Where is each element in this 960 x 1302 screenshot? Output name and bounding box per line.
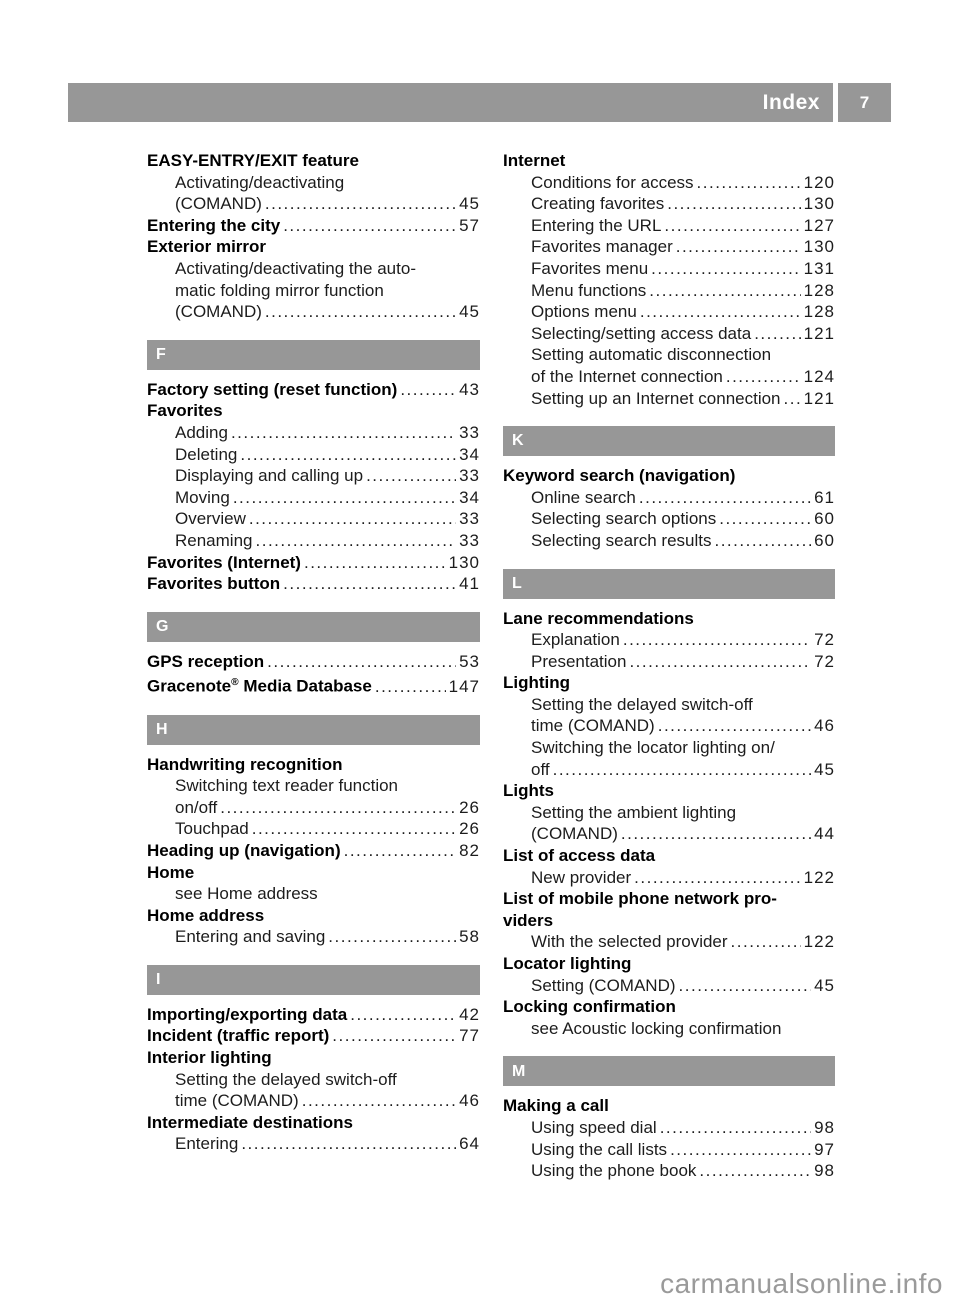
entry-page-number: 98 — [814, 1161, 835, 1181]
dot-leader — [265, 301, 456, 323]
index-entry — [147, 236, 480, 258]
index-entry — [503, 629, 835, 651]
entry-page-number: 42 — [459, 1004, 480, 1024]
index-entry — [147, 150, 480, 172]
index-entry — [147, 818, 480, 840]
entry-text: Home — [147, 862, 195, 882]
entry-text: Gracenote® Media Database — [147, 676, 372, 696]
dot-leader — [328, 926, 456, 948]
dot-leader — [302, 1090, 456, 1112]
entry-text: Setting the delayed switch-off — [531, 694, 753, 714]
entry-text: Renaming — [175, 530, 253, 550]
dot-leader — [241, 1133, 456, 1155]
entry-page-number: 53 — [459, 651, 480, 671]
index-entry — [503, 888, 835, 910]
entry-text: Interior lighting — [147, 1048, 272, 1068]
index-entry — [503, 301, 835, 323]
index-entry — [503, 845, 835, 867]
entry-page-number: 57 — [459, 215, 480, 235]
entry-text: Adding — [175, 422, 228, 442]
index-entry — [503, 366, 835, 388]
entry-text: Selecting search options — [531, 509, 717, 529]
index-entry — [503, 1095, 835, 1117]
page-number: 7 — [859, 92, 870, 112]
index-entry — [147, 905, 480, 927]
index-entry — [147, 1112, 480, 1134]
index-entry — [147, 573, 480, 595]
section-letter: G — [156, 617, 169, 635]
index-entry — [503, 737, 835, 759]
index-entry — [147, 651, 480, 673]
dot-leader — [658, 715, 811, 737]
entry-text: Favorites menu — [531, 258, 649, 278]
index-entry — [503, 759, 835, 781]
index-entry — [503, 193, 835, 215]
entry-page-number: 33 — [459, 509, 480, 529]
entry-text: Favorites button — [147, 574, 281, 594]
entry-text: Entering the URL — [531, 215, 662, 235]
dot-leader — [621, 823, 811, 845]
entry-page-number: 122 — [803, 867, 835, 887]
entry-text: Favorites (Internet) — [147, 552, 301, 572]
entry-text: Intermediate destinations — [147, 1112, 353, 1132]
index-entry — [503, 280, 835, 302]
index-entry — [147, 280, 480, 302]
index-entry — [147, 508, 480, 530]
index-entry — [147, 862, 480, 884]
index-entry — [147, 379, 480, 401]
index-entry — [147, 400, 480, 422]
index-entry — [503, 1139, 835, 1161]
entry-page-number: 45 — [459, 302, 480, 322]
dot-leader — [731, 931, 801, 953]
dot-leader — [629, 651, 811, 673]
dot-leader — [366, 465, 456, 487]
dot-leader — [553, 759, 811, 781]
dot-leader — [375, 676, 446, 698]
index-entry — [503, 1117, 835, 1139]
entry-page-number: 34 — [459, 444, 480, 464]
index-entry — [503, 323, 835, 345]
index-entry — [503, 823, 835, 845]
index-entry — [503, 258, 835, 280]
index-column-left — [147, 150, 480, 1155]
index-entry — [147, 1133, 480, 1155]
entry-text: GPS reception — [147, 651, 265, 671]
entry-page-number: 98 — [814, 1117, 835, 1137]
dot-leader — [265, 193, 456, 215]
entry-text: Switching the locator lighting on/ — [531, 738, 775, 758]
entry-text: Online search — [531, 487, 636, 507]
entry-page-number: 26 — [459, 797, 480, 817]
entry-text: Incident (traffic report) — [147, 1026, 330, 1046]
dot-leader — [252, 818, 456, 840]
entry-page-number: 77 — [459, 1026, 480, 1046]
index-entry — [503, 975, 835, 997]
entry-text: Entering and saving — [175, 927, 326, 947]
entry-text: Overview — [175, 509, 246, 529]
entry-text: (COMAND) — [531, 824, 618, 844]
entry-text: Entering — [175, 1134, 239, 1154]
entry-page-number: 72 — [814, 630, 835, 650]
index-entry — [503, 694, 835, 716]
entry-page-number: 44 — [814, 824, 835, 844]
entry-page-number: 33 — [459, 530, 480, 550]
entry-page-number: 64 — [459, 1134, 480, 1154]
entry-text: Using the call lists — [531, 1139, 668, 1159]
section-header-k — [503, 426, 835, 456]
index-entry — [147, 754, 480, 776]
section-header-m — [503, 1056, 835, 1086]
index-entry — [147, 1090, 480, 1112]
entry-text: Presentation — [531, 651, 627, 671]
entry-text: Moving — [175, 487, 230, 507]
dot-leader — [634, 867, 800, 889]
index-entry — [147, 1004, 480, 1026]
index-entry — [503, 931, 835, 953]
index-entry — [147, 1025, 480, 1047]
dot-leader — [240, 444, 456, 466]
index-entry — [147, 775, 480, 797]
section-header-g — [147, 612, 480, 642]
index-entry — [503, 608, 835, 630]
entry-text: Options menu — [531, 302, 637, 322]
entry-page-number: 130 — [448, 552, 480, 572]
entry-text: Activating/deactivating the auto- — [175, 258, 416, 278]
entry-text: Explanation — [531, 630, 620, 650]
entry-text: Locator lighting — [503, 954, 632, 973]
entry-text: Exterior mirror — [147, 237, 267, 257]
page-number-box — [838, 83, 891, 122]
index-entry — [147, 530, 480, 552]
index-entry — [503, 344, 835, 366]
index-entry — [147, 883, 480, 905]
index-entry — [147, 258, 480, 280]
index-entry — [503, 388, 835, 410]
dot-leader — [670, 1139, 811, 1161]
index-column-right — [503, 150, 835, 1182]
entry-page-number: 45 — [459, 194, 480, 214]
entry-page-number: 124 — [803, 366, 835, 386]
entry-text: of the Internet connection — [531, 366, 723, 386]
entry-text: see Acoustic locking confirmation — [531, 1018, 782, 1038]
entry-page-number: 60 — [814, 530, 835, 550]
dot-leader — [714, 530, 811, 552]
index-entry — [147, 444, 480, 466]
entry-page-number: 127 — [803, 215, 835, 235]
section-header-f — [147, 340, 480, 370]
entry-text: Lights — [503, 781, 554, 801]
index-entry — [503, 236, 835, 258]
index-entry — [147, 193, 480, 215]
entry-text: Menu functions — [531, 280, 647, 300]
entry-page-number: 41 — [459, 574, 480, 594]
entry-text: Lighting — [503, 673, 571, 693]
entry-page-number: 33 — [459, 466, 480, 486]
index-entry — [503, 651, 835, 673]
entry-page-number: 130 — [803, 194, 835, 214]
dot-leader — [726, 366, 801, 388]
dot-leader — [676, 236, 801, 258]
entry-page-number: 46 — [459, 1091, 480, 1111]
entry-text: Displaying and calling up — [175, 466, 364, 486]
dot-leader — [249, 508, 456, 530]
dot-leader — [231, 422, 456, 444]
index-entry — [503, 1160, 835, 1182]
entry-page-number: 130 — [803, 237, 835, 257]
dot-leader — [640, 301, 801, 323]
entry-page-number: 121 — [803, 388, 835, 408]
index-entry — [503, 487, 835, 509]
dot-leader — [697, 172, 801, 194]
entry-page-number: 72 — [814, 651, 835, 671]
dot-leader — [283, 215, 456, 237]
entry-text: Setting up an Internet connection — [531, 388, 781, 408]
index-entry — [147, 1047, 480, 1069]
entry-text: (COMAND) — [175, 194, 262, 214]
index-entry — [503, 867, 835, 889]
section-letter: F — [156, 345, 166, 363]
dot-leader — [639, 487, 811, 509]
entry-page-number: 61 — [814, 487, 835, 507]
entry-page-number: 34 — [459, 487, 480, 507]
entry-text: Favorites — [147, 401, 223, 421]
entry-page-number: 121 — [803, 323, 835, 343]
entry-page-number: 122 — [803, 932, 835, 952]
index-entry — [147, 797, 480, 819]
entry-text: Touchpad — [175, 819, 249, 839]
entry-text: off — [531, 759, 550, 779]
entry-text: Keyword search (navigation) — [503, 466, 736, 486]
entry-text: Making a call — [503, 1096, 609, 1116]
entry-page-number: 60 — [814, 509, 835, 529]
entry-text: Lane recommendations — [503, 608, 694, 628]
index-entry — [503, 172, 835, 194]
dot-leader — [623, 629, 811, 651]
entry-text: Home address — [147, 905, 265, 925]
registered-trademark-symbol: ® — [231, 677, 239, 689]
entry-text: Setting the delayed switch-off — [175, 1069, 397, 1089]
entry-page-number: 33 — [459, 422, 480, 442]
section-letter: L — [512, 574, 522, 592]
entry-text: Handwriting recognition — [147, 754, 343, 774]
dot-leader — [283, 573, 456, 595]
entry-text: Heading up (navigation) — [147, 840, 341, 860]
header-bar — [68, 83, 833, 122]
entry-text: List of mobile phone network pro- — [503, 889, 777, 909]
index-entry — [147, 422, 480, 444]
section-header-l — [503, 569, 835, 599]
entry-text: time (COMAND) — [175, 1091, 299, 1111]
entry-text: time (COMAND) — [531, 716, 655, 736]
entry-text: Selecting/setting access data — [531, 323, 752, 343]
section-header-h — [147, 715, 480, 745]
entry-page-number: 128 — [803, 302, 835, 322]
section-letter: H — [156, 720, 168, 738]
entry-page-number: 131 — [803, 258, 835, 278]
dot-leader — [350, 1004, 456, 1026]
index-entry — [147, 172, 480, 194]
index-entry — [147, 465, 480, 487]
dot-leader — [220, 797, 456, 819]
dot-leader — [400, 379, 456, 401]
entry-page-number: 43 — [459, 379, 480, 399]
index-entry — [147, 301, 480, 323]
index-entry — [503, 672, 835, 694]
index-entry — [503, 150, 835, 172]
entry-page-number: 128 — [803, 280, 835, 300]
entry-text: Setting (COMAND) — [531, 975, 676, 995]
dot-leader — [332, 1025, 456, 1047]
dot-leader — [651, 258, 800, 280]
entry-page-number: 46 — [814, 716, 835, 736]
entry-text: Selecting search results — [531, 530, 712, 550]
index-entry — [503, 715, 835, 737]
dot-leader — [664, 215, 800, 237]
index-entry — [503, 1018, 835, 1040]
dot-leader — [719, 508, 811, 530]
entry-text: see Home address — [175, 884, 318, 904]
entry-page-number: 97 — [814, 1139, 835, 1159]
section-letter: K — [512, 432, 524, 450]
index-entry — [147, 840, 480, 862]
entry-text: EASY-ENTRY/EXIT feature — [147, 151, 359, 170]
index-entry — [503, 910, 835, 932]
entry-page-number: 26 — [459, 819, 480, 839]
entry-text: List of access data — [503, 846, 656, 866]
entry-page-number: 147 — [448, 676, 480, 696]
dot-leader — [344, 840, 456, 862]
index-entry — [503, 215, 835, 237]
index-entry — [147, 672, 480, 697]
entry-text: Importing/exporting data — [147, 1004, 348, 1024]
entry-text: Switching text reader function — [175, 776, 399, 796]
index-entry — [147, 552, 480, 574]
entry-page-number: 120 — [803, 172, 835, 192]
dot-leader — [754, 323, 800, 345]
entry-text: With the selected provider — [531, 932, 728, 952]
dot-leader — [667, 193, 800, 215]
entry-page-number: 45 — [814, 975, 835, 995]
section-header-i — [147, 965, 480, 995]
header-title: Index — [762, 90, 820, 114]
index-entry — [503, 530, 835, 552]
entry-text: Using speed dial — [531, 1117, 657, 1137]
index-entry — [503, 780, 835, 802]
entry-text: Activating/deactivating — [175, 172, 345, 192]
entry-text: matic folding mirror function — [175, 280, 384, 300]
entry-text: Internet — [503, 151, 566, 170]
dot-leader — [699, 1160, 811, 1182]
dot-leader — [679, 975, 812, 997]
index-entry — [503, 802, 835, 824]
index-entry — [147, 487, 480, 509]
entry-page-number: 45 — [814, 759, 835, 779]
section-letter: I — [156, 971, 161, 989]
entry-text: (COMAND) — [175, 302, 262, 322]
index-entry — [503, 508, 835, 530]
entry-text: New provider — [531, 867, 632, 887]
entry-text: Setting the ambient lighting — [531, 802, 737, 822]
entry-text: Setting automatic disconnection — [531, 345, 772, 365]
dot-leader — [233, 487, 456, 509]
index-entry — [147, 1069, 480, 1091]
index-entry — [147, 215, 480, 237]
entry-text: viders — [503, 910, 554, 930]
entry-text: Using the phone book — [531, 1161, 697, 1181]
index-entry — [147, 926, 480, 948]
section-letter: M — [512, 1062, 526, 1080]
watermark: carmanualsonline.info — [660, 1268, 943, 1299]
entry-text: Conditions for access — [531, 172, 694, 192]
dot-leader — [267, 651, 456, 673]
dot-leader — [649, 280, 800, 302]
entry-text: Creating favorites — [531, 194, 665, 214]
entry-text: Factory setting (reset function) — [147, 379, 398, 399]
dot-leader — [256, 530, 457, 552]
dot-leader — [784, 388, 801, 410]
index-entry — [503, 953, 835, 975]
index-entry — [503, 996, 835, 1018]
entry-text: Locking confirmation — [503, 997, 676, 1017]
entry-text: on/off — [175, 797, 218, 817]
entry-text: Deleting — [175, 444, 238, 464]
dot-leader — [304, 552, 446, 574]
dot-leader — [660, 1117, 811, 1139]
entry-text: Favorites manager — [531, 237, 673, 257]
index-entry — [503, 465, 835, 487]
entry-page-number: 58 — [459, 927, 480, 947]
entry-text: Entering the city — [147, 215, 281, 235]
entry-page-number: 82 — [459, 840, 480, 860]
